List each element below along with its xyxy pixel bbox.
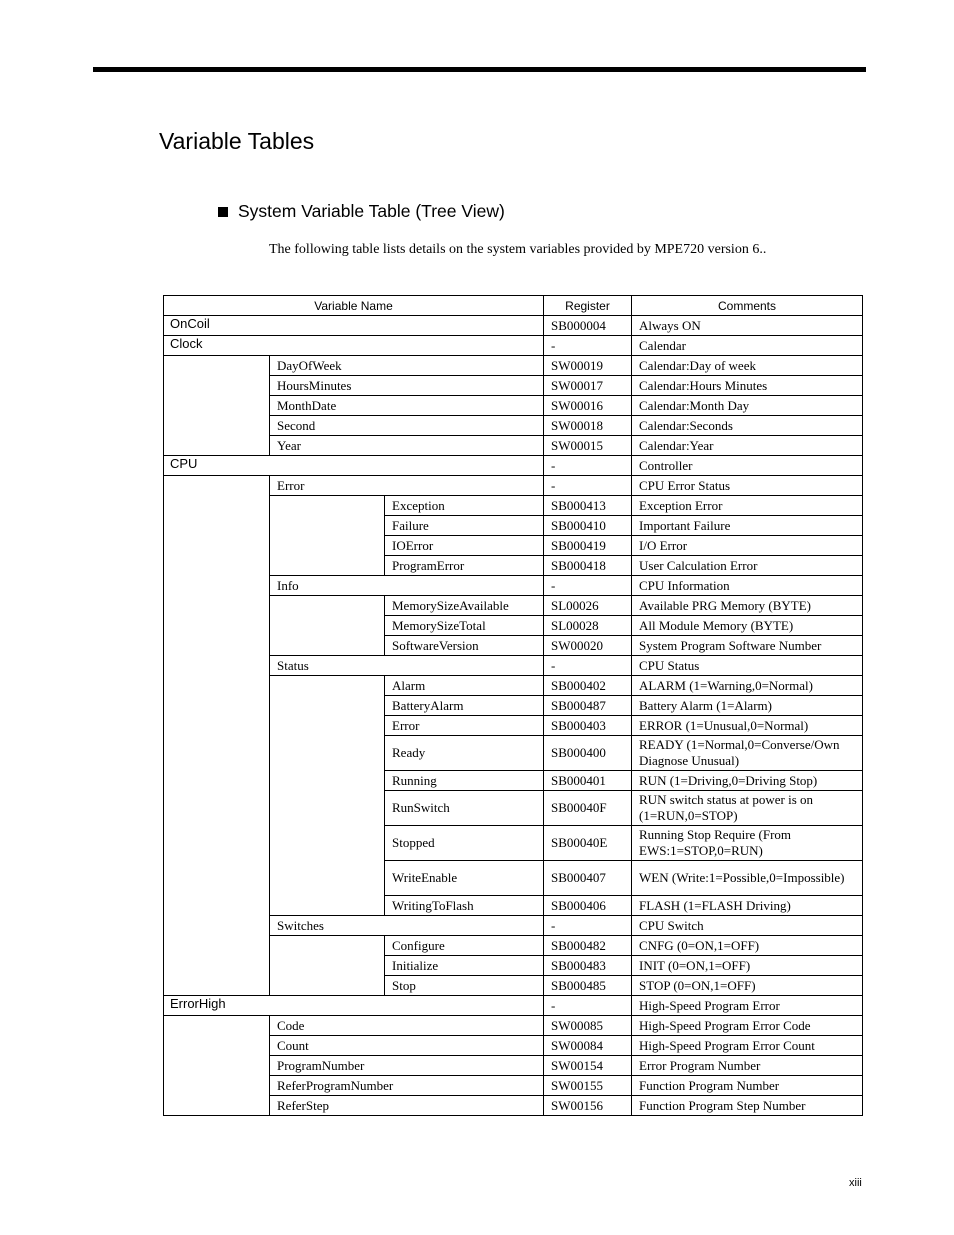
comment-cell: WEN (Write:1=Possible,0=Impossible): [632, 861, 863, 896]
variable-name-cell: Stopped: [385, 826, 544, 861]
register-cell: -: [544, 456, 632, 476]
table-row: [164, 456, 863, 476]
register-cell: SW00016: [544, 396, 632, 416]
register-cell: SW00155: [544, 1076, 632, 1096]
variable-name-cell: MemorySizeAvailable: [385, 596, 544, 616]
register-cell: SW00156: [544, 1096, 632, 1116]
variable-name-cell: WritingToFlash: [385, 896, 544, 916]
register-cell: SB000401: [544, 771, 632, 791]
register-cell: -: [544, 916, 632, 936]
register-cell: SW00017: [544, 376, 632, 396]
register-cell: SB000419: [544, 536, 632, 556]
variable-name-cell: MonthDate: [270, 396, 544, 416]
comment-cell: STOP (0=ON,1=OFF): [632, 976, 863, 996]
variable-name-cell: Alarm: [385, 676, 544, 696]
comment-cell: Exception Error: [632, 496, 863, 516]
register-cell: -: [544, 576, 632, 596]
variable-name-cell: Ready: [385, 736, 544, 771]
header-register: Register: [544, 296, 632, 316]
tree-indent-cell: [270, 676, 385, 916]
comment-cell: Calendar: [632, 336, 863, 356]
comment-cell: Running Stop Require (From EWS:1=STOP,0=RUN): [632, 826, 863, 861]
section-heading-text: System Variable Table (Tree View): [238, 201, 505, 221]
tree-indent-cell: [270, 596, 385, 656]
variable-name-cell: RunSwitch: [385, 791, 544, 826]
table-row: [164, 316, 863, 336]
register-cell: SB000410: [544, 516, 632, 536]
variable-name-cell: Year: [270, 436, 544, 456]
comment-cell: READY (1=Normal,0=Converse/Own Diagnose Unusual): [632, 736, 863, 771]
page-title: Variable Tables: [159, 128, 315, 154]
register-cell: SW00085: [544, 1016, 632, 1036]
comment-cell: CPU Switch: [632, 916, 863, 936]
register-cell: -: [544, 996, 632, 1016]
variable-name-cell: Running: [385, 771, 544, 791]
register-cell: SW00018: [544, 416, 632, 436]
header-comments: Comments: [632, 296, 863, 316]
table-body: [164, 316, 863, 1116]
variable-name-cell: Count: [270, 1036, 544, 1056]
variable-name-cell: OnCoil: [164, 316, 544, 336]
comment-cell: RUN switch status at power is on (1=RUN,0=STOP): [632, 791, 863, 826]
comment-cell: CPU Error Status: [632, 476, 863, 496]
comment-cell: High-Speed Program Error Code: [632, 1016, 863, 1036]
comment-cell: CPU Information: [632, 576, 863, 596]
register-cell: SB000407: [544, 861, 632, 896]
variable-name-cell: Clock: [164, 336, 544, 356]
variable-name-cell: Stop: [385, 976, 544, 996]
variable-name-cell: Error: [385, 716, 544, 736]
register-cell: SB000485: [544, 976, 632, 996]
register-cell: SB000402: [544, 676, 632, 696]
comment-cell: Battery Alarm (1=Alarm): [632, 696, 863, 716]
variable-name-cell: Initialize: [385, 956, 544, 976]
comment-cell: Calendar:Year: [632, 436, 863, 456]
comment-cell: High-Speed Program Error: [632, 996, 863, 1016]
register-cell: -: [544, 656, 632, 676]
comment-cell: User Calculation Error: [632, 556, 863, 576]
variable-name-cell: CPU: [164, 456, 544, 476]
register-cell: SL00026: [544, 596, 632, 616]
comment-cell: ALARM (1=Warning,0=Normal): [632, 676, 863, 696]
table-row: [164, 336, 863, 356]
register-cell: -: [544, 336, 632, 356]
variable-name-cell: MemorySizeTotal: [385, 616, 544, 636]
variable-name-cell: ReferProgramNumber: [270, 1076, 544, 1096]
tree-indent-cell: [270, 936, 385, 996]
table-row: [164, 996, 863, 1016]
register-cell: SB000418: [544, 556, 632, 576]
variable-name-cell: Second: [270, 416, 544, 436]
register-cell: SW00015: [544, 436, 632, 456]
square-bullet-icon: [218, 207, 228, 217]
variable-name-cell: IOError: [385, 536, 544, 556]
variable-name-cell: BatteryAlarm: [385, 696, 544, 716]
register-cell: SB000487: [544, 696, 632, 716]
variable-name-cell: Info: [270, 576, 544, 596]
variable-name-cell: ReferStep: [270, 1096, 544, 1116]
comment-cell: FLASH (1=FLASH Driving): [632, 896, 863, 916]
tree-indent-cell: [164, 1016, 270, 1116]
comment-cell: CNFG (0=ON,1=OFF): [632, 936, 863, 956]
variable-name-cell: SoftwareVersion: [385, 636, 544, 656]
comment-cell: Calendar:Day of week: [632, 356, 863, 376]
comment-cell: Calendar:Seconds: [632, 416, 863, 436]
register-cell: SB000400: [544, 736, 632, 771]
header-variable-name: Variable Name: [164, 296, 544, 316]
comment-cell: All Module Memory (BYTE): [632, 616, 863, 636]
tree-indent-cell: [164, 476, 270, 996]
register-cell: -: [544, 476, 632, 496]
comment-cell: Error Program Number: [632, 1056, 863, 1076]
variable-name-cell: WriteEnable: [385, 861, 544, 896]
variable-name-cell: ProgramError: [385, 556, 544, 576]
variable-name-cell: Status: [270, 656, 544, 676]
table-row: [164, 356, 863, 376]
variable-name-cell: ErrorHigh: [164, 996, 544, 1016]
register-cell: SB000403: [544, 716, 632, 736]
comment-cell: High-Speed Program Error Count: [632, 1036, 863, 1056]
register-cell: SB000482: [544, 936, 632, 956]
variable-name-cell: DayOfWeek: [270, 356, 544, 376]
table-row: [164, 476, 863, 496]
table-header-row: [164, 296, 863, 316]
variable-name-cell: Error: [270, 476, 544, 496]
register-cell: SB000413: [544, 496, 632, 516]
comment-cell: System Program Software Number: [632, 636, 863, 656]
comment-cell: Controller: [632, 456, 863, 476]
register-cell: SW00019: [544, 356, 632, 376]
comment-cell: Available PRG Memory (BYTE): [632, 596, 863, 616]
variable-name-cell: Code: [270, 1016, 544, 1036]
variable-name-cell: ProgramNumber: [270, 1056, 544, 1076]
comment-cell: Function Program Number: [632, 1076, 863, 1096]
comment-cell: INIT (0=ON,1=OFF): [632, 956, 863, 976]
intro-text: The following table lists details on the system variables provided by MPE720 version 6..: [269, 242, 767, 257]
comment-cell: Function Program Step Number: [632, 1096, 863, 1116]
top-rule: [93, 67, 866, 72]
comment-cell: Calendar:Month Day: [632, 396, 863, 416]
register-cell: SB000004: [544, 316, 632, 336]
variable-name-cell: Exception: [385, 496, 544, 516]
comment-cell: Calendar:Hours Minutes: [632, 376, 863, 396]
register-cell: SB000483: [544, 956, 632, 976]
register-cell: SW00084: [544, 1036, 632, 1056]
comment-cell: ERROR (1=Unusual,0=Normal): [632, 716, 863, 736]
variable-name-cell: Configure: [385, 936, 544, 956]
variable-name-cell: HoursMinutes: [270, 376, 544, 396]
register-cell: SB00040F: [544, 791, 632, 826]
register-cell: SB00040E: [544, 826, 632, 861]
tree-indent-cell: [164, 356, 270, 456]
page-number: xiii: [849, 1177, 862, 1189]
section-heading: [218, 201, 505, 222]
comment-cell: CPU Status: [632, 656, 863, 676]
register-cell: SL00028: [544, 616, 632, 636]
register-cell: SB000406: [544, 896, 632, 916]
table-row: [164, 1016, 863, 1036]
tree-indent-cell: [270, 496, 385, 576]
register-cell: SW00154: [544, 1056, 632, 1076]
register-cell: SW00020: [544, 636, 632, 656]
comment-cell: RUN (1=Driving,0=Driving Stop): [632, 771, 863, 791]
system-variable-table: [163, 295, 863, 1116]
variable-name-cell: Switches: [270, 916, 544, 936]
comment-cell: Important Failure: [632, 516, 863, 536]
comment-cell: I/O Error: [632, 536, 863, 556]
variable-name-cell: Failure: [385, 516, 544, 536]
comment-cell: Always ON: [632, 316, 863, 336]
